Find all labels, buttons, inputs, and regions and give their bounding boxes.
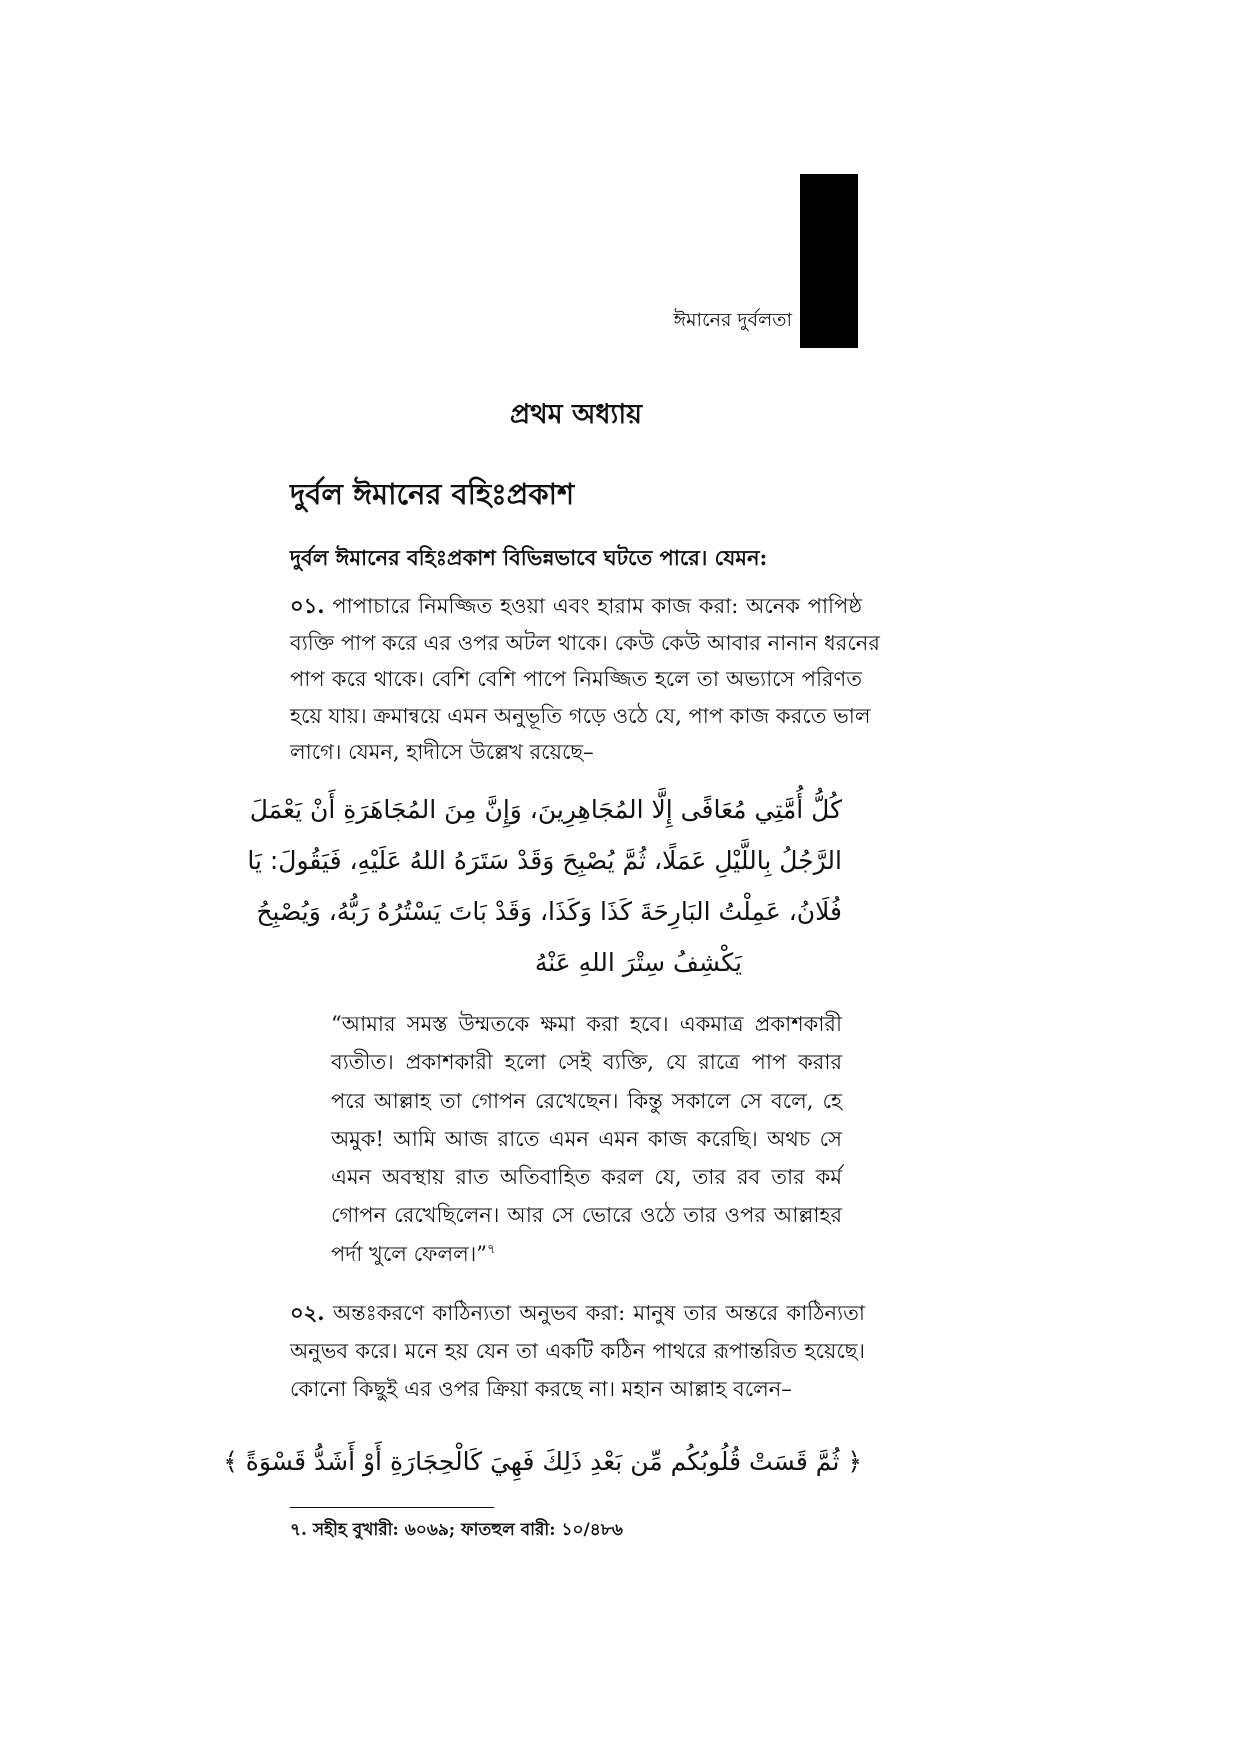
paragraph-line: লাগে। যেমন, হাদীসে উল্লেখ রয়েছে– [290, 740, 594, 764]
item-title-text: পাপাচারে নিমজ্জিত হওয়া এবং হারাম কাজ করা: অনেক পাপিষ্ঠ [332, 594, 862, 618]
section-heading: দুর্বল ঈমানের বহিঃপ্রকাশ [290, 477, 575, 511]
item-number: ০২. [290, 1300, 325, 1325]
quote-line: অমুক! আমি আজ রাতে এমন এমন কাজ করেছি। অথচ সে [331, 1126, 842, 1151]
list-item-1 [290, 588, 880, 771]
paragraph-line: অনুভব করে। মনে হয় যেন তা একটি কঠিন পাথরে রূপান্তরিত হয়েছে। [290, 1339, 865, 1363]
quran-verse: ﴿ ثُمَّ قَسَتْ قُلُوبُكُم مِّن بَعْدِ ذَلِكَ فَهِيَ كَالْحِجَارَةِ أَوْ أَشَدُّ قَسْوَةً ﴾ [223, 1447, 862, 1476]
quote-line [331, 1235, 842, 1273]
hadith-translation-quote [331, 1005, 842, 1273]
paragraph-line: ব্যক্তি পাপ করে এর ওপর অটল থাকে। কেউ কেউ আবার নানান ধরনের [290, 630, 880, 655]
quote-line: পরে আল্লাহ তা গোপন রেখেছেন। কিন্তু সকালে সে বলে, হে [331, 1088, 842, 1113]
item-title-text: অন্তঃকরণে কাঠিন্যতা অনুভব করা: মানুষ তার অন্তরে কাঠিন্যতা [332, 1301, 865, 1325]
arabic-line: كُلُّ أُمَّتِي مُعَافًى إِلَّا المُجَاهِرِينَ، وَإِنَّ مِنَ المُجَاهَرَةِ أَنْ يَعْمَلَ [249, 795, 842, 824]
paragraph-line: হয়ে যায়। ক্রমান্বয়ে এমন অনুভূতি গড়ে ওঠে যে, পাপ কাজ করতে ভাল [290, 703, 871, 728]
quote-line: ব্যতীত। প্রকাশকারী হলো সেই ব্যক্তি, যে রাত্রে পাপ করার [331, 1050, 842, 1075]
paragraph-line: কোনো কিছুই এর ওপর ক্রিয়া করছে না। মহান আল্লাহ বলেন– [290, 1377, 792, 1401]
running-header: ঈমানের দুর্বলতা [673, 309, 792, 331]
footnote-divider [290, 1507, 494, 1508]
paragraph-line: পাপ করে থাকে। বেশি বেশি পাপে নিমজ্জিত হলে তা অভ্যাসে পরিণত [290, 667, 862, 691]
arabic-line: فُلَانُ، عَمِلْتُ البَارِحَةَ كَذَا وَكَذَا، وَقَدْ بَاتَ يَسْتُرُهُ رَبُّهُ، وَيُصْبِحُ [256, 897, 842, 926]
hadith-arabic-text [247, 784, 842, 988]
quote-line: গোপন রেখেছিলেন। আর সে ভোরে ওঠে তার ওপর আল্লাহর [331, 1203, 842, 1228]
paragraph-line [290, 588, 862, 625]
intro-paragraph: দুর্বল ঈমানের বহিঃপ্রকাশ বিভিন্নভাবে ঘটতে পারে। যেমন: [290, 545, 768, 570]
item-number: ০১. [290, 593, 325, 618]
arabic-line: يَكْشِفُ سِتْرَ اللهِ عَنْهُ [534, 948, 742, 977]
quote-line: এমন অবস্থায় রাত অতিবাহিত করল যে, তার রব তার কর্ম [331, 1165, 842, 1190]
quote-last-text: পর্দা খুলে ফেলল।” [331, 1241, 488, 1266]
quote-line: “আমার সমস্ত উম্মতকে ক্ষমা করা হবে। একমাত্র প্রকাশকারী [331, 1012, 842, 1036]
chapter-tab-marker [800, 174, 858, 348]
footnote-reference: ৭ [487, 1241, 496, 1257]
paragraph-line [290, 1294, 865, 1332]
chapter-title: প্রথম অধ্যায় [509, 399, 643, 430]
footnote: ৭. সহীহ বুখারী: ৬০৬৯; ফাতহুল বারী: ১০/৪৮৬ [290, 1520, 623, 1540]
arabic-line: الرَّجُلُ بِاللَّيْلِ عَمَلًا، ثُمَّ يُصْبِحَ وَقَدْ سَتَرَهُ اللهُ عَلَيْهِ، فَيَقُولَ: يَا [247, 846, 842, 875]
list-item-2 [290, 1294, 865, 1408]
